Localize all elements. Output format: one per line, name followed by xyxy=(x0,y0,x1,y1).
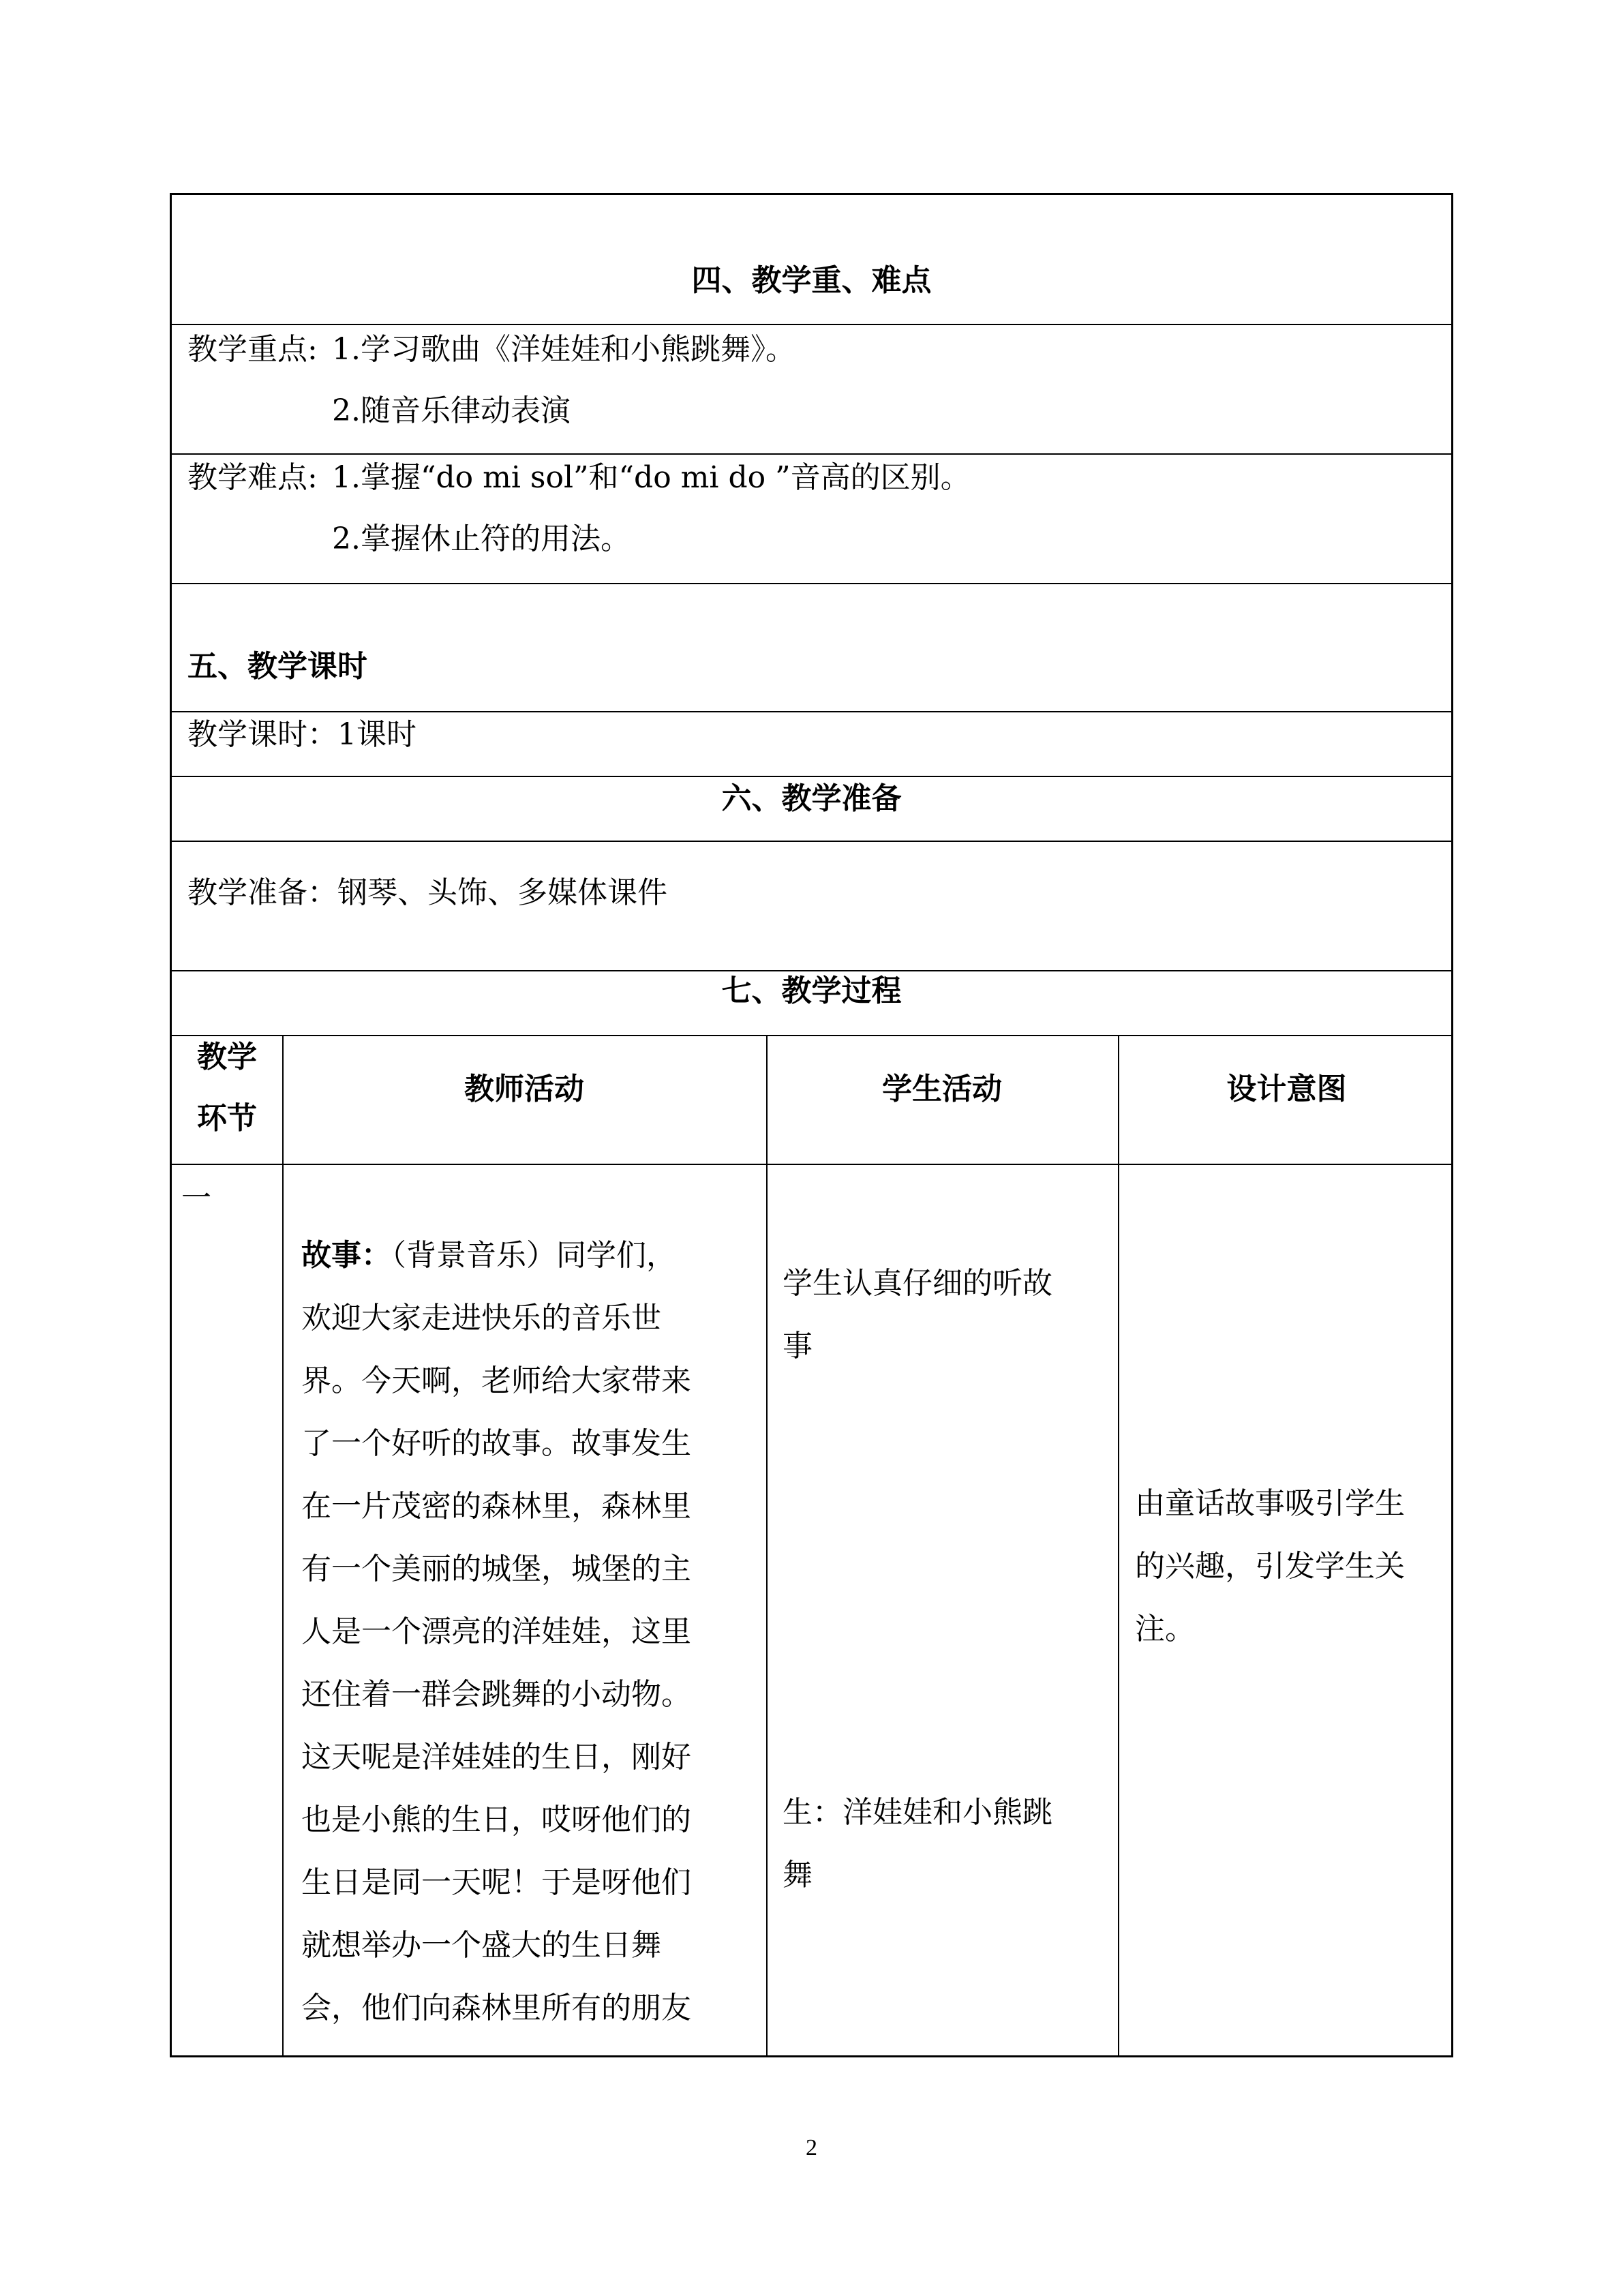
student-line: 事 xyxy=(783,1329,813,1363)
row-divider xyxy=(172,453,1451,455)
row-divider xyxy=(172,711,1451,712)
section-4-title: 四、教学重、难点 xyxy=(691,263,932,298)
header-design-intent: 设计意图 xyxy=(1226,1072,1347,1106)
difficult-point-1: 1.掌握“do mi sol”和“do mi do ”音高的区别。 xyxy=(332,460,971,495)
teacher-line: 生日是同一天呢！于是呀他们 xyxy=(301,1865,691,1900)
column-divider xyxy=(282,1035,284,2057)
teaching-preparation: 教学准备：钢琴、头饰、多媒体课件 xyxy=(187,875,667,910)
student-line: 学生认真仔细的听故 xyxy=(783,1266,1052,1301)
teacher-line: 就想举办一个盛大的生日舞 xyxy=(301,1928,661,1963)
teacher-line: （背景音乐）同学们， xyxy=(391,1238,676,1273)
teacher-line: 在一片茂密的森林里，森林里 xyxy=(301,1489,691,1524)
row-divider xyxy=(172,776,1451,777)
row-divider xyxy=(172,841,1451,842)
teacher-line: 了一个好听的故事。故事发生 xyxy=(301,1426,691,1461)
design-intent-text xyxy=(1135,1472,1448,1661)
section-6-title: 六、教学准备 xyxy=(721,781,902,816)
design-line: 由童话故事吸引学生 xyxy=(1135,1486,1405,1521)
row-divider xyxy=(172,1164,1451,1165)
student-activity-a xyxy=(783,1252,1110,1378)
key-points-label: 教学重点: xyxy=(187,332,318,367)
row-divider xyxy=(172,583,1451,584)
row-divider xyxy=(172,324,1451,325)
stage-number: 一 xyxy=(181,1181,211,1215)
difficult-points-label: 教学难点: xyxy=(187,460,318,495)
key-point-2: 2.随音乐律动表演 xyxy=(332,393,571,428)
teacher-line: 有一个美丽的城堡，城堡的主 xyxy=(301,1552,691,1586)
row-divider xyxy=(172,1035,1451,1036)
teacher-line: 还住着一群会跳舞的小动物。 xyxy=(301,1677,691,1712)
teaching-hours: 教学课时：1课时 xyxy=(187,717,416,752)
teacher-line: 这天呢是洋娃娃的生日，刚好 xyxy=(301,1740,691,1774)
column-divider xyxy=(1118,1035,1119,2057)
design-line: 的兴趣，引发学生关 xyxy=(1135,1549,1405,1584)
teacher-line: 会，他们向森林里所有的朋友 xyxy=(301,1991,691,2025)
lesson-plan-table xyxy=(170,193,1453,2057)
design-line: 注。 xyxy=(1135,1612,1195,1646)
story-label: 故事： xyxy=(301,1238,391,1273)
teacher-line: 也是小熊的生日，哎呀他们的 xyxy=(301,1802,691,1837)
teacher-line: 人是一个漂亮的洋娃娃，这里 xyxy=(301,1614,691,1649)
difficult-point-2: 2.掌握休止符的用法。 xyxy=(332,522,631,556)
student-activity-b xyxy=(783,1781,1110,1907)
teacher-line: 界。今天啊，老师给大家带来 xyxy=(301,1363,691,1398)
column-divider xyxy=(766,1035,768,2057)
teacher-line: 欢迎大家走进快乐的音乐世 xyxy=(301,1301,661,1335)
student-line: 生：洋娃娃和小熊跳 xyxy=(783,1795,1052,1830)
header-stage-line2: 环节 xyxy=(197,1101,257,1136)
teacher-activity-text xyxy=(301,1224,758,2040)
key-point-1: 1.学习歌曲《洋娃娃和小熊跳舞》。 xyxy=(332,332,795,367)
student-line: 舞 xyxy=(783,1858,813,1892)
row-divider xyxy=(172,970,1451,971)
section-7-title: 七、教学过程 xyxy=(721,973,902,1008)
page-number: 2 xyxy=(806,2135,817,2160)
section-5-title: 五、教学课时 xyxy=(187,649,367,684)
header-teacher-activity: 教师活动 xyxy=(464,1072,584,1106)
header-stage-line1: 教学 xyxy=(197,1040,257,1074)
header-student-activity: 学生活动 xyxy=(882,1072,1002,1106)
